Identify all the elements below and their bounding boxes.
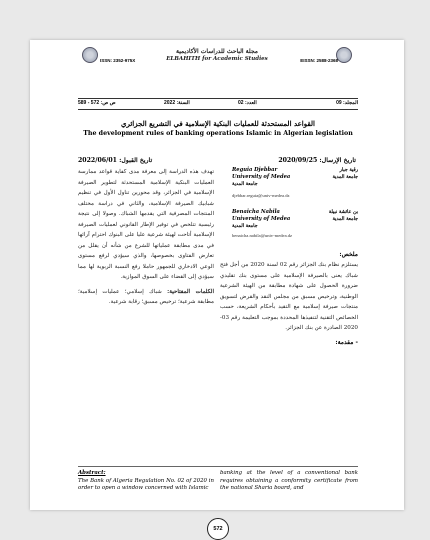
author-1-affiliation-ar: جامعة المدية — [232, 181, 258, 187]
abstract-right-text: banking at the level of a conventional bank requires obtaining a conformity certificate from the national Sharia board, and — [220, 470, 358, 491]
journal-name-ar: مجلة الباحث للدراسات الأكاديمية — [176, 48, 258, 55]
issn: ISSN: 2352-975X — [100, 58, 136, 63]
keywords-label: الكلمات المفتاحية: — [167, 288, 215, 295]
issue-meta — [78, 100, 358, 108]
paper-page — [30, 40, 404, 532]
author-1-name: Reguia Djebbar — [232, 167, 278, 173]
author-1-affiliation: University of Medea — [232, 174, 291, 180]
author-1 — [220, 167, 358, 209]
abstract-left-text: The Bank of Algeria Regulation No. 02 of 2020 in order to open a window concerned with Islamic — [78, 477, 214, 491]
journal-name-en: ELBAHITH for Academic Studies — [166, 56, 268, 62]
author-2 — [220, 209, 358, 251]
keywords — [78, 287, 214, 308]
author-2-name: Benaicha Nabila — [232, 209, 280, 215]
abstract-divider — [78, 466, 358, 467]
author-2-affiliation: University of Medea — [232, 216, 291, 222]
abstract-right — [220, 470, 358, 493]
header-rule-bottom — [78, 109, 358, 110]
page-number: 572 — [207, 518, 229, 540]
title-arabic: القواعد المستحدثة للعمليات البنكية الإسلامية في التشريع الجزائري — [121, 119, 315, 128]
title-english: The development rules of banking operations Islamic in Algerian legislation — [83, 130, 353, 137]
received-date: تاريخ الإرسال: 2020/09/25 — [278, 157, 356, 164]
left-column — [78, 167, 214, 308]
eissn: EISSN: 2588-2368 — [300, 58, 338, 63]
author-2-affil-ar-right: جامعة المدية — [332, 216, 358, 222]
author-1-name-ar: رقية جبار — [339, 167, 358, 173]
author-2-email: benaicha.nabila@univ-medea.dz — [232, 233, 293, 238]
intro-text: تهدف هذه الدراسة إلى معرفة مدى كفاية قواعد ممارسة العمليات البنكية الإسلامية المستحدثة لتطوير الصيرفة الإسلامية في الجزائر، وقد محورين تناول الأول في تنظيم شبابيك الصيرفة الإسلامية، والثاني في دراسة مختلف المنتجات المصرفية التي يقدمها الشباك. وصولا إلى نتيجة رئيسية تتلخص في توفير الإطار القانوني لعمليات الصيرفة الإسلامية أتاحت لهيئة شرعية عليا على البنوك احترام آرائها في مدى مطابقة عملياتها للشرع من شأنه أن يقلل من تعارض الفتاوى بخصوصها، والذي سيؤدي لرفع مستوى الوعي الادخاري للجمهور حاملا رفع النسبة الربوية لها مما سيؤدي إلى القضاء على السوق الموازية. — [78, 169, 214, 280]
header-rule-top — [78, 98, 358, 99]
volume: المجلد: 09 — [336, 100, 358, 106]
summary-label: ملخص: — [339, 251, 358, 258]
author-1-affil-ar-right: جامعة المدية — [332, 174, 358, 180]
summary-text: يستلزم نظام بنك الجزائر رقم 02 لسنة 2020 من أجل فتح شباك يعنى بالصيرفة الإسلامية على مستوى بنك تقليدي ضرورة الحصول على شهادة مطابقة من الهيئة الشرعية الوطنية، وترخيص مسبق من مجلس النقد والقرض لتسويق منتجات صيرفة إسلامية مع التقيد بأحكام الشريعة، حسب الخصائص التقنية لتنفيذها المحددة بموجب التعليمة رقم 03-2020 الصادرة عن بنك الجزائر. — [220, 262, 358, 331]
author-1-email: djebbar.reguia@univ-medea.dz — [232, 193, 290, 198]
right-column — [220, 167, 358, 348]
accepted-date: تاريخ القبول: 2022/06/01 — [78, 157, 153, 164]
author-2-name-ar: بن عائشة نبيلة — [328, 209, 358, 215]
author-2-affiliation-ar: جامعة المدية — [232, 223, 258, 229]
intro-label: - مقدمة: — [335, 338, 358, 346]
pages-range: ص ص: 572 - 589 — [78, 100, 116, 106]
abstract-label: Abstract: — [78, 470, 106, 476]
issue: العدد: 02 — [238, 100, 257, 106]
year: السنة: 2022 — [164, 100, 190, 106]
keywords-text: شباك إسلامي؛ عمليات إسلامية؛ مطابقة شرعية؛ ترخيص مسبق؛ رقابة شرعية. — [78, 288, 214, 305]
abstract-left — [78, 470, 214, 493]
